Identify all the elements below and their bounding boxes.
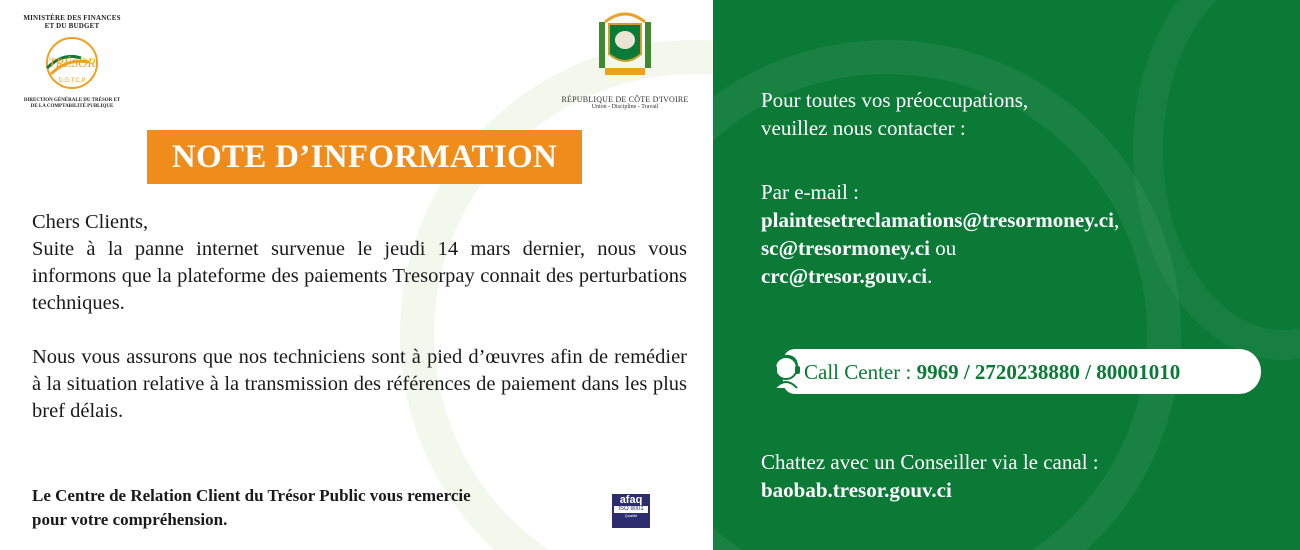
closing-line-2: pour votre compréhension. xyxy=(32,510,228,529)
afaq-certification-icon: afaq ISO 9001 Qualité xyxy=(612,494,650,528)
ministry-subtitle: DIRECTION GÉNÉRALE DU TRÉSOR ET DE LA COMPTABILITÉ PUBLIQUE xyxy=(23,98,121,109)
greeting: Chers Clients, xyxy=(32,211,149,233)
call-center-label: Call Center : xyxy=(804,360,917,384)
republic-name: RÉPUBLIQUE DE CÔTE D'IVOIRE xyxy=(561,95,689,104)
svg-text:TRÉSOR: TRÉSOR xyxy=(48,55,96,70)
call-center-numbers[interactable]: 9969 / 2720238880 / 80001010 xyxy=(916,360,1181,384)
call-center-text xyxy=(804,358,1180,386)
email-label: Par e-mail : xyxy=(761,180,859,204)
republic-motto: Union - Discipline - Travail xyxy=(591,104,659,110)
chat-section xyxy=(761,448,1099,504)
republic-logo xyxy=(560,8,690,111)
email-link-reclamations[interactable]: plaintesetreclamations@tresormoney.ci xyxy=(761,208,1114,232)
email-section: Par e-mail : plaintesetreclamations@tresormoney.ci, sc@tresormoney.ci ou crc@tresor.gouv.ci. xyxy=(761,180,1120,288)
ministry-logo xyxy=(22,14,122,110)
chat-label: Chattez avec un Conseiller via le canal : xyxy=(761,450,1099,474)
svg-text:D.G.T.C.P: D.G.T.C.P xyxy=(58,78,86,84)
closing-statement xyxy=(32,484,592,532)
email-link-crc[interactable]: crc@tresor.gouv.ci xyxy=(761,264,928,288)
paragraph-outage: Suite à la panne internet survenue le jeudi 14 mars dernier, nous vous informons que la plateforme des paiements Tresorpay connait des perturbations techniques. xyxy=(32,238,687,314)
chat-url-link[interactable]: baobab.tresor.gouv.ci xyxy=(761,478,952,502)
email-link-sc[interactable]: sc@tresormoney.ci xyxy=(761,236,931,260)
headset-icon xyxy=(769,354,803,390)
note-title-banner: NOTE D’INFORMATION xyxy=(147,130,582,184)
coat-of-arms-icon xyxy=(595,8,655,88)
contact-panel xyxy=(713,0,1300,550)
closing-line-1: Le Centre de Relation Client du Trésor Public vous remercie xyxy=(32,486,471,505)
paragraph-reassurance: Nous vous assurons que nos techniciens sont à pied d’œuvres afin de remédier à la situation relative à la transmission des références de paiement dans les plus bref délais. xyxy=(32,346,687,422)
tresor-logo-icon xyxy=(33,32,111,94)
ministry-title: MINISTÈRE DES FINANCES ET DU BUDGET xyxy=(23,14,121,30)
contact-intro: Pour toutes vos préoccupations, veuillez nous contacter : xyxy=(761,88,1029,140)
note-body xyxy=(32,209,687,425)
